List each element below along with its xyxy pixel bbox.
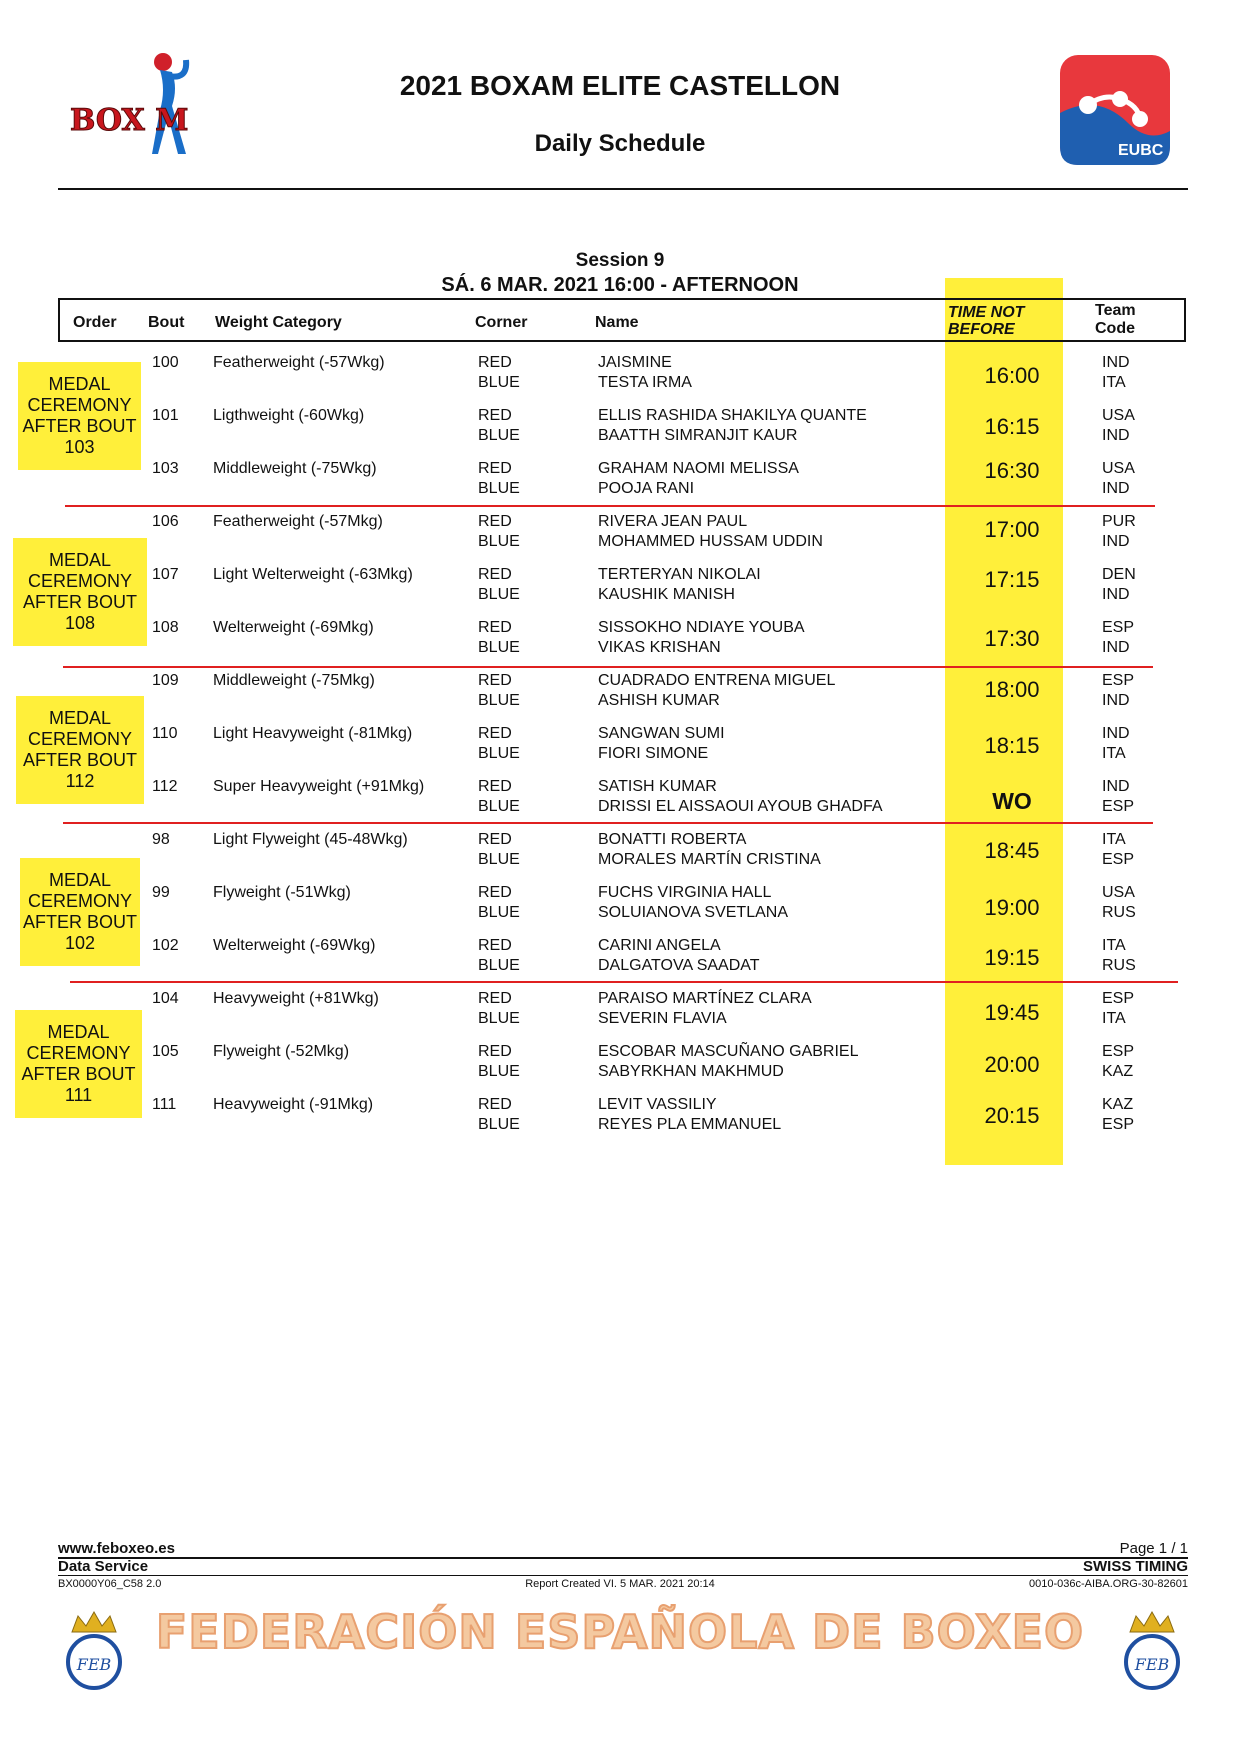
blue-team-code: ESP — [1102, 798, 1135, 815]
boxer-names — [598, 777, 883, 817]
medal-note-line: MEDAL — [47, 1022, 110, 1042]
red-team-code: USA — [1102, 884, 1135, 901]
red-boxer: FUCHS VIRGINIA HALL — [598, 884, 772, 901]
bout-number: 108 — [152, 619, 179, 636]
blue-team-code: IND — [1102, 533, 1130, 550]
time-not-before: 17:00 — [984, 517, 1040, 542]
blue-boxer: BAATTH SIMRANJIT KAUR — [598, 427, 798, 444]
weight-category: Light Welterweight (-63Mkg) — [213, 566, 413, 583]
bout-number: 99 — [152, 884, 170, 901]
medal-note-line: 102 — [64, 933, 96, 953]
blue-team-code: ESP — [1102, 851, 1135, 868]
red-boxer: RIVERA JEAN PAUL — [598, 513, 748, 530]
weight-category: Ligthweight (-60Wkg) — [213, 407, 365, 424]
blue-boxer: FIORI SIMONE — [598, 745, 709, 762]
blue-boxer: POOJA RANI — [598, 480, 695, 497]
team-codes — [1102, 1095, 1134, 1135]
bout-number: 111 — [152, 1096, 177, 1113]
footer-divider-2 — [58, 1575, 1188, 1576]
corner-red: RED — [478, 884, 512, 901]
table-header — [58, 298, 1186, 342]
blue-boxer: MORALES MARTÍN CRISTINA — [598, 851, 821, 868]
weight-category: Welterweight (-69Mkg) — [213, 619, 374, 636]
corner-blue: BLUE — [478, 1116, 520, 1133]
medal-note-line: 103 — [64, 437, 95, 457]
weight-category: Featherweight (-57Mkg) — [213, 513, 383, 530]
boxer-names — [598, 618, 805, 658]
team-codes — [1102, 883, 1136, 923]
blue-team-code: ITA — [1102, 745, 1126, 762]
medal-note-line: CEREMONY — [27, 891, 132, 911]
medal-note-line: AFTER BOUT — [22, 912, 137, 932]
red-team-code: DEN — [1102, 566, 1136, 583]
red-team-code: IND — [1102, 778, 1130, 795]
weight-category: Heavyweight (+81Wkg) — [213, 990, 379, 1007]
blue-boxer: MOHAMMED HUSSAM UDDIN — [598, 533, 823, 550]
red-team-code: IND — [1102, 725, 1130, 742]
time-not-before: 19:15 — [984, 945, 1040, 970]
blue-boxer: SOLUIANOVA SVETLANA — [598, 904, 788, 921]
corner-blue: BLUE — [478, 957, 520, 974]
corner-red: RED — [478, 672, 512, 689]
team-codes — [1102, 671, 1134, 711]
blue-team-code: IND — [1102, 639, 1130, 656]
red-team-code: ITA — [1102, 831, 1126, 848]
boxer-names — [598, 512, 823, 552]
weight-category: Welterweight (-69Wkg) — [213, 937, 376, 954]
corner-blue: BLUE — [478, 533, 520, 550]
medal-note-line: AFTER BOUT — [22, 416, 137, 436]
boxer-names — [598, 830, 821, 870]
eubc-logo-text: EUBC — [1118, 142, 1164, 159]
medal-note-line: AFTER BOUT — [21, 1064, 136, 1084]
team-codes — [1102, 565, 1136, 605]
red-boxer: BONATTI ROBERTA — [598, 831, 747, 848]
red-boxer: JAISMINE — [598, 354, 672, 371]
corner-red: RED — [478, 725, 512, 742]
red-boxer: TERTERYAN NIKOLAI — [598, 566, 761, 583]
bout-number: 110 — [152, 725, 178, 742]
blue-team-code: IND — [1102, 427, 1130, 444]
team-codes — [1102, 777, 1134, 817]
bout-number: 109 — [152, 672, 179, 689]
bout-number: 106 — [152, 513, 179, 530]
corner-blue: BLUE — [478, 692, 520, 709]
red-team-code: USA — [1102, 460, 1135, 477]
col-bout: Bout — [148, 314, 185, 331]
page-subtitle: Daily Schedule — [534, 130, 706, 157]
medal-note-line: CEREMONY — [27, 729, 132, 749]
weight-category: Middleweight (-75Mkg) — [213, 672, 375, 689]
session-title: Session 9 — [575, 250, 665, 271]
team-codes — [1102, 830, 1134, 870]
corner-cell — [478, 724, 520, 764]
blue-team-code: KAZ — [1102, 1063, 1134, 1080]
corner-red: RED — [478, 831, 512, 848]
corner-cell — [478, 883, 520, 923]
red-boxer: GRAHAM NAOMI MELISSA — [598, 460, 799, 477]
bout-number: 98 — [152, 831, 170, 848]
medal-note-line: MEDAL — [48, 550, 111, 570]
crest-text-left: FEB — [76, 1655, 112, 1674]
footer-report-created: Report Created VI. 5 MAR. 2021 20:14 — [525, 1578, 715, 1590]
eubc-logo — [1058, 53, 1172, 167]
red-boxer: CARINI ANGELA — [598, 937, 721, 954]
corner-red: RED — [478, 460, 512, 477]
time-not-before: 20:00 — [984, 1052, 1040, 1077]
footer-doc-code: BX0000Y06_C58 2.0 — [58, 1578, 162, 1590]
boxer-names — [598, 1095, 781, 1135]
corner-blue: BLUE — [478, 374, 520, 391]
bout-number: 105 — [152, 1043, 179, 1060]
red-boxer: ELLIS RASHIDA SHAKILYA QUANTE — [598, 407, 867, 424]
team-codes — [1102, 618, 1134, 658]
red-team-code: ESP — [1102, 672, 1135, 689]
red-boxer: CUADRADO ENTRENA MIGUEL — [598, 672, 836, 689]
blue-boxer: KAUSHIK MANISH — [598, 586, 735, 603]
corner-blue: BLUE — [478, 745, 520, 762]
boxer-names — [598, 989, 812, 1029]
red-team-code: ESP — [1102, 990, 1135, 1007]
corner-blue: BLUE — [478, 427, 520, 444]
red-team-code: ITA — [1102, 937, 1126, 954]
corner-blue: BLUE — [478, 480, 520, 497]
boxer-names — [598, 406, 867, 446]
corner-cell — [478, 936, 520, 976]
corner-blue: BLUE — [478, 904, 520, 921]
time-not-before: 17:15 — [984, 567, 1040, 592]
time-not-before: 18:45 — [984, 838, 1040, 863]
boxam-logo-text: BOX M — [70, 103, 189, 138]
corner-cell — [478, 671, 520, 711]
medal-note-line: MEDAL — [48, 870, 111, 890]
feb-crest-right — [1122, 1610, 1182, 1694]
red-team-code: USA — [1102, 407, 1135, 424]
bout-number: 100 — [152, 354, 179, 371]
corner-blue: BLUE — [478, 798, 520, 815]
medal-note-line: MEDAL — [48, 374, 111, 394]
weight-category: Flyweight (-52Mkg) — [213, 1043, 350, 1060]
time-not-before: 16:00 — [984, 363, 1040, 388]
corner-cell — [478, 353, 520, 393]
corner-red: RED — [478, 566, 512, 583]
red-team-code: KAZ — [1102, 1096, 1134, 1113]
red-team-code: ESP — [1102, 619, 1135, 636]
red-team-code: PUR — [1102, 513, 1136, 530]
boxer-names — [598, 459, 799, 499]
federation-banner: FEDERACIÓN ESPAÑOLA DE BOXEO — [155, 1605, 1085, 1659]
col-corner: Corner — [475, 314, 528, 331]
medal-note-line: MEDAL — [48, 708, 111, 728]
corner-red: RED — [478, 1043, 512, 1060]
corner-cell — [478, 777, 520, 817]
team-codes — [1102, 989, 1134, 1029]
team-codes — [1102, 936, 1136, 976]
boxer-names — [598, 936, 760, 976]
boxer-names — [598, 883, 788, 923]
footer-data-service: Data Service — [58, 1558, 149, 1575]
group-separator — [65, 505, 1155, 507]
time-not-before: 20:15 — [984, 1103, 1040, 1128]
red-boxer: PARAISO MARTÍNEZ CLARA — [598, 990, 812, 1007]
red-boxer: SATISH KUMAR — [598, 778, 717, 795]
corner-cell — [478, 1095, 520, 1135]
corner-red: RED — [478, 513, 512, 530]
footer-page: Page 1 / 1 — [1119, 1540, 1188, 1557]
blue-team-code: ITA — [1102, 374, 1126, 391]
corner-blue: BLUE — [478, 1063, 520, 1080]
medal-note-line: 111 — [64, 1085, 93, 1105]
col-team: Team Code — [1095, 302, 1136, 337]
corner-red: RED — [478, 619, 512, 636]
medal-note-line: 112 — [65, 771, 95, 791]
time-not-before: WO — [992, 788, 1032, 814]
medal-note-line: 108 — [64, 613, 96, 633]
weight-category: Light Heavyweight (-81Mkg) — [213, 725, 413, 742]
corner-cell — [478, 1042, 520, 1082]
time-not-before: 17:30 — [984, 626, 1040, 651]
time-not-before: 16:15 — [984, 414, 1040, 439]
time-not-before: 19:00 — [984, 895, 1040, 920]
team-codes — [1102, 353, 1130, 393]
medal-note-line: CEREMONY — [27, 571, 132, 591]
team-codes — [1102, 512, 1136, 552]
footer-timing: SWISS TIMING — [1083, 1558, 1188, 1575]
blue-team-code: IND — [1102, 480, 1130, 497]
bout-number: 112 — [152, 778, 178, 795]
corner-blue: BLUE — [478, 1010, 520, 1027]
red-team-code: IND — [1102, 354, 1130, 371]
footer-website: www.feboxeo.es — [58, 1540, 175, 1557]
blue-boxer: SEVERIN FLAVIA — [598, 1010, 727, 1027]
footer-ref-code: 0010-036c-AIBA.ORG-30-82601 — [1029, 1578, 1188, 1590]
boxer-names — [598, 724, 725, 764]
bout-number: 107 — [152, 566, 179, 583]
col-time: TIME NOT BEFORE — [948, 304, 1025, 338]
col-weight: Weight Category — [215, 314, 342, 331]
blue-boxer: ASHISH KUMAR — [598, 692, 720, 709]
corner-cell — [478, 565, 520, 605]
corner-cell — [478, 989, 520, 1029]
boxer-names — [598, 353, 692, 393]
weight-category: Flyweight (-51Wkg) — [213, 884, 351, 901]
team-codes — [1102, 724, 1130, 764]
weight-category: Heavyweight (-91Mkg) — [213, 1096, 374, 1113]
bout-number: 101 — [152, 407, 179, 424]
corner-red: RED — [478, 937, 512, 954]
bout-number: 102 — [152, 937, 179, 954]
time-not-before: 18:00 — [984, 677, 1040, 702]
col-order: Order — [73, 314, 117, 331]
col-name: Name — [595, 314, 639, 331]
blue-team-code: RUS — [1102, 957, 1136, 974]
bout-number: 104 — [152, 990, 179, 1007]
time-not-before: 19:45 — [984, 1000, 1040, 1025]
header-divider — [58, 188, 1188, 190]
red-boxer: LEVIT VASSILIY — [598, 1096, 717, 1113]
blue-team-code: ESP — [1102, 1116, 1135, 1133]
crest-text-right: FEB — [1134, 1655, 1170, 1674]
weight-category: Super Heavyweight (+91Mkg) — [213, 778, 425, 795]
corner-cell — [478, 459, 520, 499]
footer-divider — [58, 1557, 1188, 1559]
corner-cell — [478, 406, 520, 446]
medal-note-line: CEREMONY — [27, 395, 132, 415]
time-not-before: 16:30 — [984, 458, 1040, 483]
blue-team-code: IND — [1102, 692, 1130, 709]
time-not-before: 18:15 — [984, 733, 1040, 758]
corner-red: RED — [478, 407, 512, 424]
weight-category: Middleweight (-75Wkg) — [213, 460, 377, 477]
corner-red: RED — [478, 354, 512, 371]
team-codes — [1102, 406, 1135, 446]
blue-boxer: SABYRKHAN MAKHMUD — [598, 1063, 784, 1080]
boxer-names — [598, 565, 761, 605]
medal-note-line: AFTER BOUT — [22, 750, 137, 770]
blue-boxer: VIKAS KRISHAN — [598, 639, 721, 656]
blue-team-code: IND — [1102, 586, 1130, 603]
page-title: 2021 BOXAM ELITE CASTELLON — [399, 70, 841, 101]
corner-cell — [478, 512, 520, 552]
team-codes — [1102, 459, 1135, 499]
boxer-names — [598, 671, 835, 711]
blue-team-code: ITA — [1102, 1010, 1126, 1027]
blue-boxer: DALGATOVA SAADAT — [598, 957, 760, 974]
group-separator — [63, 666, 1153, 668]
corner-blue: BLUE — [478, 586, 520, 603]
medal-note-line: CEREMONY — [26, 1043, 131, 1063]
bout-number: 103 — [152, 460, 179, 477]
blue-boxer: TESTA IRMA — [598, 374, 692, 391]
blue-team-code: RUS — [1102, 904, 1136, 921]
blue-boxer: REYES PLA EMMANUEL — [598, 1116, 782, 1133]
boxer-names — [598, 1042, 859, 1082]
corner-red: RED — [478, 778, 512, 795]
red-boxer: SANGWAN SUMI — [598, 725, 725, 742]
corner-red: RED — [478, 1096, 512, 1113]
medal-note-line: AFTER BOUT — [22, 592, 137, 612]
weight-category: Light Flyweight (45-48Wkg) — [213, 831, 408, 848]
corner-cell — [478, 830, 520, 870]
team-codes — [1102, 1042, 1134, 1082]
corner-red: RED — [478, 990, 512, 1007]
blue-boxer: DRISSI EL AISSAOUI AYOUB GHADFA — [598, 798, 883, 815]
weight-category: Featherweight (-57Wkg) — [213, 354, 385, 371]
corner-blue: BLUE — [478, 639, 520, 656]
red-team-code: ESP — [1102, 1043, 1135, 1060]
session-datetime: SÁ. 6 MAR. 2021 16:00 - AFTERNOON — [441, 274, 799, 296]
corner-blue: BLUE — [478, 851, 520, 868]
red-boxer: ESCOBAR MASCUÑANO GABRIEL — [598, 1043, 859, 1060]
corner-cell — [478, 618, 520, 658]
red-boxer: SISSOKHO NDIAYE YOUBA — [598, 619, 805, 636]
